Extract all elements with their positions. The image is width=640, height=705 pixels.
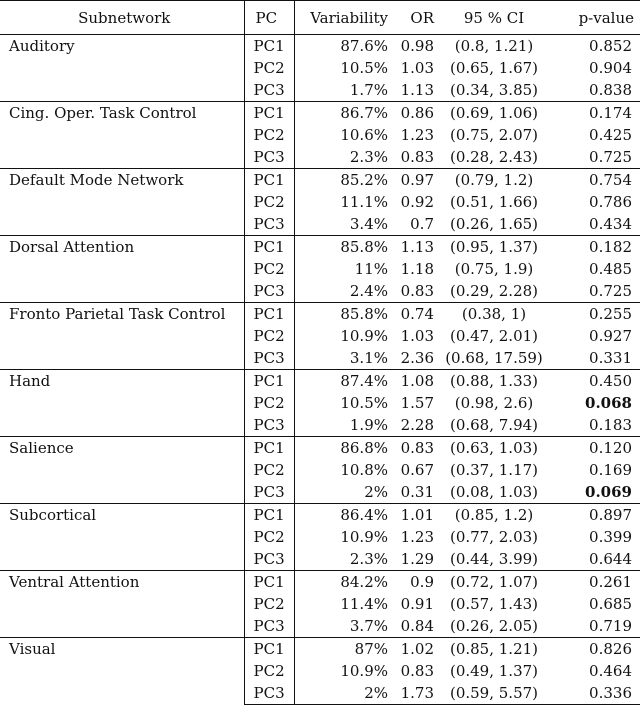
pvalue-cell: 0.331 [589,349,632,367]
variability-cell: 2% [294,682,392,705]
pc-cell: PC1 [244,102,294,125]
ci-cell: (0.59, 5.57) [438,682,550,705]
pc-cell: PC1 [244,504,294,527]
pvalue-cell: 0.255 [550,303,640,326]
or-cell: 0.7 [410,215,434,233]
header-row [0,1,640,35]
ci-cell: (0.95, 1.37) [438,236,550,259]
ci-cell: (0.79, 1.2) [438,169,550,192]
header-variability: Variability [294,1,392,35]
or-cell: 0.97 [392,169,438,192]
table-row [0,571,640,594]
or-cell: 1.01 [392,504,438,527]
pc-cell: PC1 [244,437,294,460]
or-cell: 2.36 [400,349,434,367]
pvalue-cell: 0.927 [589,327,632,345]
pvalue-cell: 0.169 [589,461,632,479]
pc-cell: PC1 [244,370,294,393]
ci-cell: (0.63, 1.03) [438,437,550,460]
pc-cell: PC2 [244,526,294,548]
or-cell: 2.28 [400,416,434,434]
ci-cell: (0.72, 1.07) [438,571,550,594]
table-row [0,370,640,393]
pvalue-cell: 0.826 [550,638,640,661]
or-cell: 1.08 [392,370,438,393]
variability-cell: 86.7% [294,102,392,125]
table-row [0,303,640,326]
or-cell: 0.98 [400,37,434,55]
ci-cell: (0.51, 1.66) [449,193,539,211]
variability-cell: 10.9% [340,528,388,546]
pvalue-cell: 0.182 [550,236,640,259]
pc-cell: PC1 [244,236,294,259]
subnetwork-name: Ventral Attention [0,571,244,638]
header-subnetwork: Subnetwork [0,1,244,35]
pc-cell: PC2 [244,57,294,79]
subnetwork-name: Visual [0,638,244,705]
pc-cell: PC2 [244,392,294,414]
pc-cell: PC1 [244,35,294,58]
variability-cell: 11% [354,260,388,278]
pvalue-cell: 0.786 [589,193,632,211]
variability-cell: 10.9% [340,662,388,680]
variability-cell: 86.8% [294,437,392,460]
table-header [0,1,640,35]
pc-cell: PC1 [244,169,294,192]
pvalue-cell: 0.685 [589,595,632,613]
variability-cell: 10.5% [340,394,388,412]
ci-cell: (0.85, 1.21) [438,638,550,661]
header-ci: 95 % CI [438,1,550,35]
pvalue-cell: 0.120 [550,437,640,460]
ci-cell: (0.47, 2.01) [449,327,539,345]
ci-cell: (0.68, 17.59) [445,349,543,367]
subnetwork-name: Cing. Oper. Task Control [0,102,244,169]
subnetwork-name: Subcortical [0,504,244,571]
pc-cell: PC1 [244,303,294,326]
variability-cell: 3.7% [349,617,388,635]
or-cell: 1.18 [400,260,434,278]
or-cell: 1.13 [400,81,434,99]
or-cell: 0.74 [392,303,438,326]
pvalue-cell: 0.434 [589,215,632,233]
pc-cell: PC1 [244,571,294,594]
pvalue-cell: 0.425 [589,126,632,144]
pvalue-cell: 0.725 [589,282,632,300]
or-cell: 0.83 [400,148,434,166]
ci-cell: (0.49, 1.37) [449,662,539,680]
pvalue-cell: 0.261 [550,571,640,594]
table-row [0,437,640,460]
ci-cell: (0.98, 2.6) [454,394,534,412]
ci-cell: (0.37, 1.17) [449,461,539,479]
subnetwork-name: Fronto Parietal Task Control [0,303,244,370]
or-cell: 1.23 [400,126,434,144]
or-cell: 1.73 [392,682,438,705]
variability-cell: 87% [294,638,392,661]
pc-cell: PC3 [244,548,294,571]
or-cell: 1.57 [400,394,434,412]
pc-cell: PC2 [244,124,294,146]
or-cell: 0.31 [400,483,434,501]
pvalue-cell: 0.174 [550,102,640,125]
or-cell: 0.67 [400,461,434,479]
ci-cell: (0.28, 2.43) [449,148,539,166]
subnetwork-name: Default Mode Network [0,169,244,236]
table-row [0,638,640,661]
variability-cell: 3.1% [349,349,388,367]
or-cell: 0.83 [400,282,434,300]
pc-cell: PC3 [244,347,294,370]
variability-cell: 11.4% [340,595,388,613]
subnetwork-name: Dorsal Attention [0,236,244,303]
pvalue-cell: 0.725 [589,148,632,166]
pc-cell: PC2 [244,325,294,347]
pvalue-cell: 0.719 [589,617,632,635]
ci-cell: (0.8, 1.21) [454,37,534,55]
or-cell: 0.83 [392,437,438,460]
ci-cell: (0.57, 1.43) [449,595,539,613]
ci-cell: (0.38, 1) [438,303,550,326]
variability-cell: 10.5% [340,59,388,77]
or-cell: 1.13 [392,236,438,259]
pc-cell: PC3 [244,615,294,638]
table-row [0,236,640,259]
pvalue-cell: 0.754 [550,169,640,192]
variability-cell: 84.2% [294,571,392,594]
variability-cell: 86.4% [294,504,392,527]
pc-cell: PC2 [244,191,294,213]
pc-cell: PC3 [244,280,294,303]
variability-cell: 85.8% [294,303,392,326]
ci-cell: (0.85, 1.2) [438,504,550,527]
or-cell: 1.02 [392,638,438,661]
variability-cell: 2% [364,483,388,501]
or-cell: 1.23 [400,528,434,546]
pc-cell: PC3 [244,213,294,236]
pc-cell: PC3 [244,682,294,705]
variability-cell: 1.9% [349,416,388,434]
variability-cell: 3.4% [349,215,388,233]
pc-cell: PC3 [244,481,294,504]
header-pc: PC [244,1,294,35]
subnetwork-name: Hand [0,370,244,437]
pc-cell: PC2 [244,258,294,280]
ci-cell: (0.44, 3.99) [449,550,539,568]
or-cell: 0.9 [392,571,438,594]
variability-cell: 87.4% [294,370,392,393]
or-cell: 1.03 [400,327,434,345]
variability-cell: 85.2% [294,169,392,192]
pc-cell: PC1 [244,638,294,661]
pvalue-cell: 0.069 [585,483,632,501]
variability-cell: 10.6% [340,126,388,144]
table-body [0,35,640,705]
ci-cell: (0.77, 2.03) [449,528,539,546]
header-pvalue: p-value [550,1,640,35]
variability-cell: 2.3% [349,148,388,166]
ci-cell: (0.75, 1.9) [454,260,534,278]
ci-cell: (0.26, 1.65) [449,215,539,233]
variability-cell: 10.8% [340,461,388,479]
ci-cell: (0.08, 1.03) [449,483,539,501]
variability-cell: 11.1% [340,193,388,211]
pc-cell: PC2 [244,459,294,481]
or-cell: 1.03 [400,59,434,77]
header-or: OR [392,1,438,35]
pc-cell: PC3 [244,414,294,437]
pvalue-cell: 0.336 [550,682,640,705]
ci-cell: (0.68, 7.94) [449,416,539,434]
pvalue-cell: 0.183 [589,416,632,434]
table-row [0,35,640,58]
table-row [0,169,640,192]
pc-cell: PC3 [244,146,294,169]
pvalue-cell: 0.838 [589,81,632,99]
variability-cell: 87.6% [340,37,388,55]
pvalue-cell: 0.852 [589,37,632,55]
variability-cell: 85.8% [294,236,392,259]
pc-cell: PC2 [244,660,294,682]
variability-cell: 1.7% [349,81,388,99]
table-row [0,102,640,125]
ci-cell: (0.26, 2.05) [449,617,539,635]
or-cell: 0.91 [400,595,434,613]
ci-cell: (0.75, 2.07) [449,126,539,144]
pc-cell: PC2 [244,593,294,615]
or-cell: 0.84 [400,617,434,635]
ci-cell: (0.29, 2.28) [449,282,539,300]
or-cell: 0.92 [400,193,434,211]
pvalue-cell: 0.904 [589,59,632,77]
or-cell: 0.86 [392,102,438,125]
variability-cell: 10.9% [340,327,388,345]
pvalue-cell: 0.464 [589,662,632,680]
pvalue-cell: 0.399 [589,528,632,546]
variability-cell: 2.3% [349,550,388,568]
pvalue-cell: 0.068 [585,394,632,412]
ci-cell: (0.65, 1.67) [449,59,539,77]
subnetwork-name: Auditory [0,35,244,102]
pvalue-cell: 0.485 [589,260,632,278]
or-cell: 0.83 [400,662,434,680]
pc-cell: PC3 [244,79,294,102]
ci-cell: (0.34, 3.85) [449,81,539,99]
pvalue-cell: 0.644 [589,550,632,568]
subnetwork-name: Salience [0,437,244,504]
pvalue-cell: 0.450 [550,370,640,393]
table-row [0,504,640,527]
or-cell: 1.29 [400,550,434,568]
ci-cell: (0.69, 1.06) [438,102,550,125]
ci-cell: (0.88, 1.33) [438,370,550,393]
pvalue-cell: 0.897 [550,504,640,527]
variability-cell: 2.4% [349,282,388,300]
